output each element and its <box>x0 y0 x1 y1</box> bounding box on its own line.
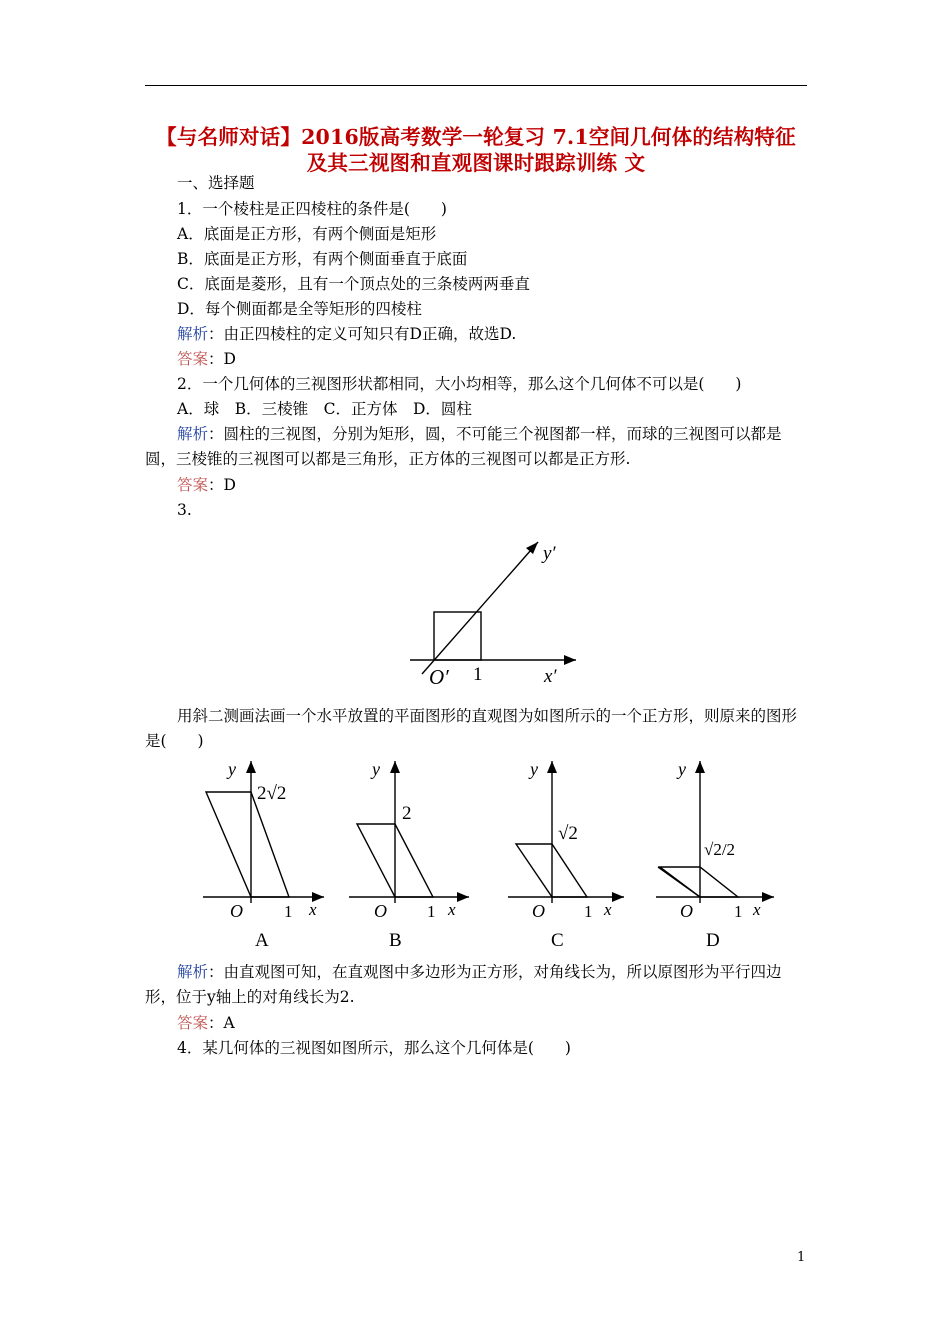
x-arrow-icon <box>564 655 576 665</box>
y-prime-label: y′ <box>543 543 556 564</box>
analysis-text: ：由正四棱柱的定义可知只有D正确，故选D. <box>208 325 517 343</box>
origin-label: O <box>374 901 387 921</box>
tick-one-label: 1 <box>473 664 483 685</box>
y-arrow-icon <box>695 761 705 773</box>
answer-label: 答案 <box>177 350 209 368</box>
tick-one-label: 1 <box>584 902 593 921</box>
q3-choice-a-figure <box>190 755 330 955</box>
q3-choice-b-figure <box>343 755 483 955</box>
tick-one-label: 1 <box>284 902 293 921</box>
q1-option-b: B．底面是正方形，有两个侧面垂直于底面 <box>177 250 468 268</box>
q3-choice-c-figure <box>500 755 640 955</box>
answer-label: 答案 <box>177 476 209 494</box>
title-line-1: 【与名师对话】2016版高考数学一轮复习 7.1空间几何体的结构特征 <box>156 125 796 149</box>
q1-option-c: C．底面是菱形，且有一个顶点处的三条棱两两垂直 <box>177 275 530 293</box>
y-arrow-icon <box>246 761 256 773</box>
header-rule <box>145 85 807 86</box>
x-prime-label: x′ <box>544 666 557 687</box>
origin-label: O <box>532 901 545 921</box>
analysis-text: ：圆柱的三视图，分别为矩形，圆，不可能三个视图都一样，而球的三视图可以都是圆，三棱锥的三视图可以都是三角形，正方体的三视图可以都是正方形. <box>145 425 782 468</box>
answer-text: ：D <box>208 476 236 494</box>
q3-number: 3. <box>177 501 192 519</box>
q3-answer <box>177 1013 235 1033</box>
y-arrow-icon <box>390 761 400 773</box>
q3-analysis <box>145 960 809 1010</box>
tick-one-label: 1 <box>427 902 436 921</box>
q3-choice-d-figure <box>650 755 790 955</box>
x-axis-label: x <box>604 900 612 919</box>
q3-intuitive-figure <box>400 530 580 690</box>
q1-option-d: D．每个侧面都是全等矩形的四棱柱 <box>177 300 422 318</box>
title-line-2: 及其三视图和直观图课时跟踪训练 文 <box>306 151 646 175</box>
page-number: 1 <box>797 1250 806 1265</box>
origin-label: O <box>680 901 693 921</box>
y-arrow-icon <box>526 542 538 554</box>
y-axis-label: y <box>530 759 538 779</box>
choice-letter: A <box>255 930 269 951</box>
x-axis-label: x <box>448 900 456 919</box>
section-heading: 一、选择题 <box>177 174 255 192</box>
answer-text: ：A <box>208 1014 235 1032</box>
q2-options: A．球 B．三棱锥 C．正方体 D．圆柱 <box>177 400 472 418</box>
q3-stem: 用斜二测画法画一个水平放置的平面图形的直观图为如图所示的一个正方形，则原来的图形是( ) <box>145 707 798 750</box>
q1-analysis <box>177 324 516 344</box>
answer-text: ：D <box>208 350 236 368</box>
q1-answer <box>177 349 236 369</box>
x-axis-label: x <box>753 900 761 919</box>
x-arrow-icon <box>457 892 469 902</box>
origin-prime-label: O′ <box>429 665 449 689</box>
y-prime-axis <box>422 542 538 674</box>
choice-letter: C <box>551 930 564 951</box>
q2-stem: 2．一个几何体的三视图形状都相同，大小均相等，那么这个几何体不可以是( ) <box>177 375 742 393</box>
y-axis-label: y <box>678 759 686 779</box>
x-axis-label: x <box>309 900 317 919</box>
answer-label: 答案 <box>177 1014 209 1032</box>
q1-stem: 1．一个棱柱是正四棱柱的条件是( ) <box>177 200 447 218</box>
height-label: √2/2 <box>704 840 736 859</box>
document-title <box>140 124 812 176</box>
analysis-label: 解析 <box>177 425 209 443</box>
choice-letter: B <box>389 930 402 951</box>
y-arrow-icon <box>547 761 557 773</box>
tick-one-label: 1 <box>734 902 743 921</box>
choice-letter: D <box>706 930 720 951</box>
analysis-label: 解析 <box>177 325 209 343</box>
y-axis-label: y <box>228 759 236 779</box>
analysis-label: 解析 <box>177 963 209 981</box>
height-label: √2 <box>558 823 578 844</box>
x-arrow-icon <box>762 892 774 902</box>
height-label: 2 <box>402 803 412 824</box>
y-axis-label: y <box>372 759 380 779</box>
x-arrow-icon <box>612 892 624 902</box>
analysis-text: ：由直观图可知，在直观图中多边形为正方形，对角线长为，所以原图形为平行四边形，位于y轴上的对角线长为2. <box>145 963 782 1006</box>
q1-option-a: A．底面是正方形，有两个侧面是矩形 <box>177 225 437 243</box>
q2-answer <box>177 475 236 495</box>
origin-label: O <box>230 901 243 921</box>
q4-stem: 4．某几何体的三视图如图所示，那么这个几何体是( ) <box>177 1039 571 1057</box>
q2-analysis <box>145 422 809 472</box>
height-label: 2√2 <box>257 783 287 804</box>
